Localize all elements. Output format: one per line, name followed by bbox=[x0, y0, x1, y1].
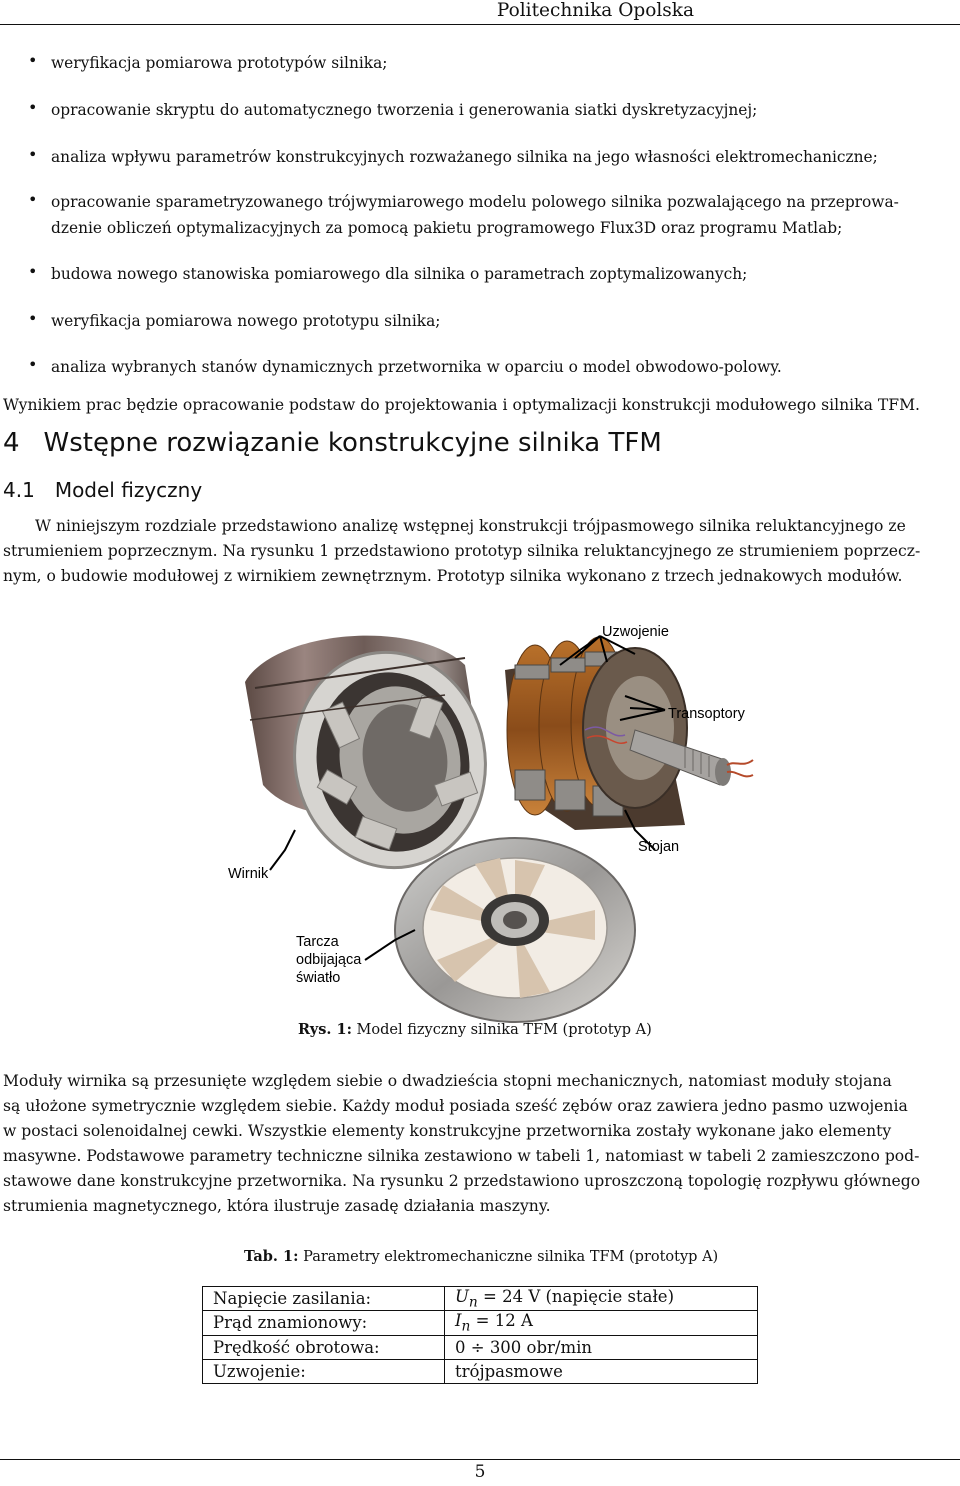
figure-caption bbox=[298, 1021, 652, 1038]
table-cell-value bbox=[445, 1311, 758, 1335]
list-item bbox=[51, 189, 956, 241]
list-item-line: analiza wpływu parametrów konstrukcyjnych rozważanego silnika na jego własności elektromechaniczne; bbox=[51, 148, 878, 166]
list-item bbox=[51, 50, 956, 76]
list-item bbox=[51, 144, 956, 170]
math-subscript: n bbox=[461, 1318, 471, 1335]
bullet-dot: • bbox=[28, 51, 38, 70]
list-item-line: analiza wybranych stanów dynamicznych przetwornika w oparciu o model obwodowo-polowy. bbox=[51, 358, 782, 376]
list-item bbox=[51, 97, 956, 123]
subsection-title: Model fizyczny bbox=[54, 478, 203, 502]
table-cell-label: Uzwojenie: bbox=[203, 1359, 445, 1383]
reflective-disc bbox=[395, 838, 635, 1022]
label-transoptory: Transoptory bbox=[668, 706, 745, 722]
list-item-line: opracowanie skryptu do automatycznego tworzenia i generowania siatki dyskretyzacyjnej; bbox=[51, 101, 758, 119]
paragraph-line: nym, o budowie modułowej z wirnikiem zewnętrznym. Prototyp silnika wykonano z trzech jednakowych modułów. bbox=[3, 567, 903, 585]
table-cell-label: Napięcie zasilania: bbox=[203, 1287, 445, 1311]
running-head: Politechnika Opolska bbox=[496, 0, 694, 21]
section-heading bbox=[3, 428, 662, 458]
section-number: 4 bbox=[3, 428, 20, 458]
table-cell-value: trójpasmowe bbox=[445, 1359, 758, 1383]
list-item bbox=[51, 354, 956, 380]
paragraph-line: strumienia magnetycznego, która ilustruje zasadę działania maszyny. bbox=[3, 1197, 551, 1215]
table-cell-label: Prąd znamionowy: bbox=[203, 1311, 445, 1335]
math-symbol: I bbox=[455, 1311, 462, 1331]
summary-paragraph: Wynikiem prac będzie opracowanie podstaw do projektowania i optymalizacji konstrukcji modułowego silnika TFM. bbox=[3, 396, 920, 414]
math-rest: = 12 A bbox=[470, 1311, 533, 1331]
table-cell-value bbox=[445, 1287, 758, 1311]
table-cell-value: 0 ÷ 300 obr/min bbox=[445, 1335, 758, 1359]
list-item-line: weryfikacja pomiarowa nowego prototypu silnika; bbox=[51, 312, 441, 330]
label-tarcza-line: Tarcza bbox=[296, 934, 339, 950]
math-symbol: U bbox=[455, 1287, 469, 1306]
subsection-number: 4.1 bbox=[3, 478, 35, 502]
section-title: Wstępne rozwiązanie konstrukcyjne silnika TFM bbox=[43, 428, 662, 458]
bullet-dot: • bbox=[28, 145, 38, 164]
page-number: 5 bbox=[474, 1462, 486, 1482]
header-rule bbox=[0, 24, 960, 25]
motor-photo bbox=[215, 610, 755, 1030]
paragraph-line: są ułożone symetrycznie względem siebie. Każdy moduł posiada sześć zębów oraz zawiera jedno pasmo uzwojenia bbox=[3, 1097, 908, 1115]
table-row bbox=[203, 1311, 758, 1335]
figure-caption-prefix: Rys. 1: bbox=[298, 1021, 352, 1038]
body-paragraph bbox=[3, 1069, 957, 1219]
parameters-table bbox=[202, 1286, 758, 1384]
table-caption bbox=[244, 1248, 718, 1265]
footer-rule bbox=[0, 1459, 960, 1460]
paragraph-line: Moduły wirnika są przesunięte względem siebie o dwadzieścia stopni mechanicznych, natomiast moduły stojana bbox=[3, 1072, 892, 1090]
subsection-heading bbox=[3, 478, 202, 502]
label-uzwojenie: Uzwojenie bbox=[602, 624, 669, 640]
list-item-line: weryfikacja pomiarowa prototypów silnika; bbox=[51, 54, 388, 72]
table-row bbox=[203, 1287, 758, 1311]
table-row bbox=[203, 1335, 758, 1359]
label-stojan: Stojan bbox=[638, 839, 680, 855]
label-tarcza-line: światło bbox=[296, 970, 341, 986]
paragraph-line: masywne. Podstawowe parametry techniczne silnika zestawiono w tabeli 1, natomiast w tabeli 2 zamieszczono pod- bbox=[3, 1147, 920, 1165]
list-item-line: budowa nowego stanowiska pomiarowego dla silnika o parametrach zoptymalizowanych; bbox=[51, 265, 748, 283]
figure-caption-text: Model fizyczny silnika TFM (prototyp A) bbox=[356, 1022, 652, 1038]
bullet-dot: • bbox=[28, 309, 38, 328]
paragraph-line: stawowe dane konstrukcyjne przetwornika. Na rysunku 2 przedstawiono uproszczoną topologię rozpływu głównego bbox=[3, 1172, 921, 1190]
stator-assembly bbox=[505, 637, 753, 830]
bullet-dot: • bbox=[28, 98, 38, 117]
table-row bbox=[203, 1359, 758, 1383]
paragraph-line-text: W niniejszym rozdziale przedstawiono analizę wstępnej konstrukcji trójpasmowego silnika reluktancyjnego ze bbox=[35, 517, 906, 535]
bullet-dot: • bbox=[28, 190, 38, 209]
list-item-line: opracowanie sparametryzowanego trójwymiarowego modelu polowego silnika pozwalającego na przeprowa- bbox=[51, 193, 899, 211]
list-item bbox=[51, 308, 956, 334]
list-item bbox=[51, 261, 956, 287]
table-caption-text: Parametry elektromechaniczne silnika TFM (prototyp A) bbox=[303, 1249, 719, 1265]
label-tarcza-line: odbijająca bbox=[296, 952, 362, 968]
label-wirnik: Wirnik bbox=[228, 866, 269, 882]
label-tarcza bbox=[296, 933, 361, 987]
paragraph-line: w postaci solenoidalnej cewki. Wszystkie elementy konstrukcyjne przetwornika zostały wykonane jako elementy bbox=[3, 1122, 892, 1140]
paragraph-line: strumieniem poprzecznym. Na rysunku 1 przedstawiono prototyp silnika reluktancyjnego ze strumieniem poprzecz- bbox=[3, 542, 921, 560]
list-item-line: dzenie obliczeń optymalizacyjnych za pomocą pakietu programowego Flux3D oraz programu Matlab; bbox=[51, 219, 843, 237]
math-rest: = 24 V (napięcie stałe) bbox=[477, 1287, 675, 1306]
paragraph-line bbox=[3, 514, 957, 539]
bullet-dot: • bbox=[28, 262, 38, 281]
intro-paragraph bbox=[3, 514, 957, 589]
bullet-dot: • bbox=[28, 355, 38, 374]
table-caption-prefix: Tab. 1: bbox=[244, 1248, 299, 1265]
table-cell-label: Prędkość obrotowa: bbox=[203, 1335, 445, 1359]
math-subscript: n bbox=[468, 1294, 478, 1311]
